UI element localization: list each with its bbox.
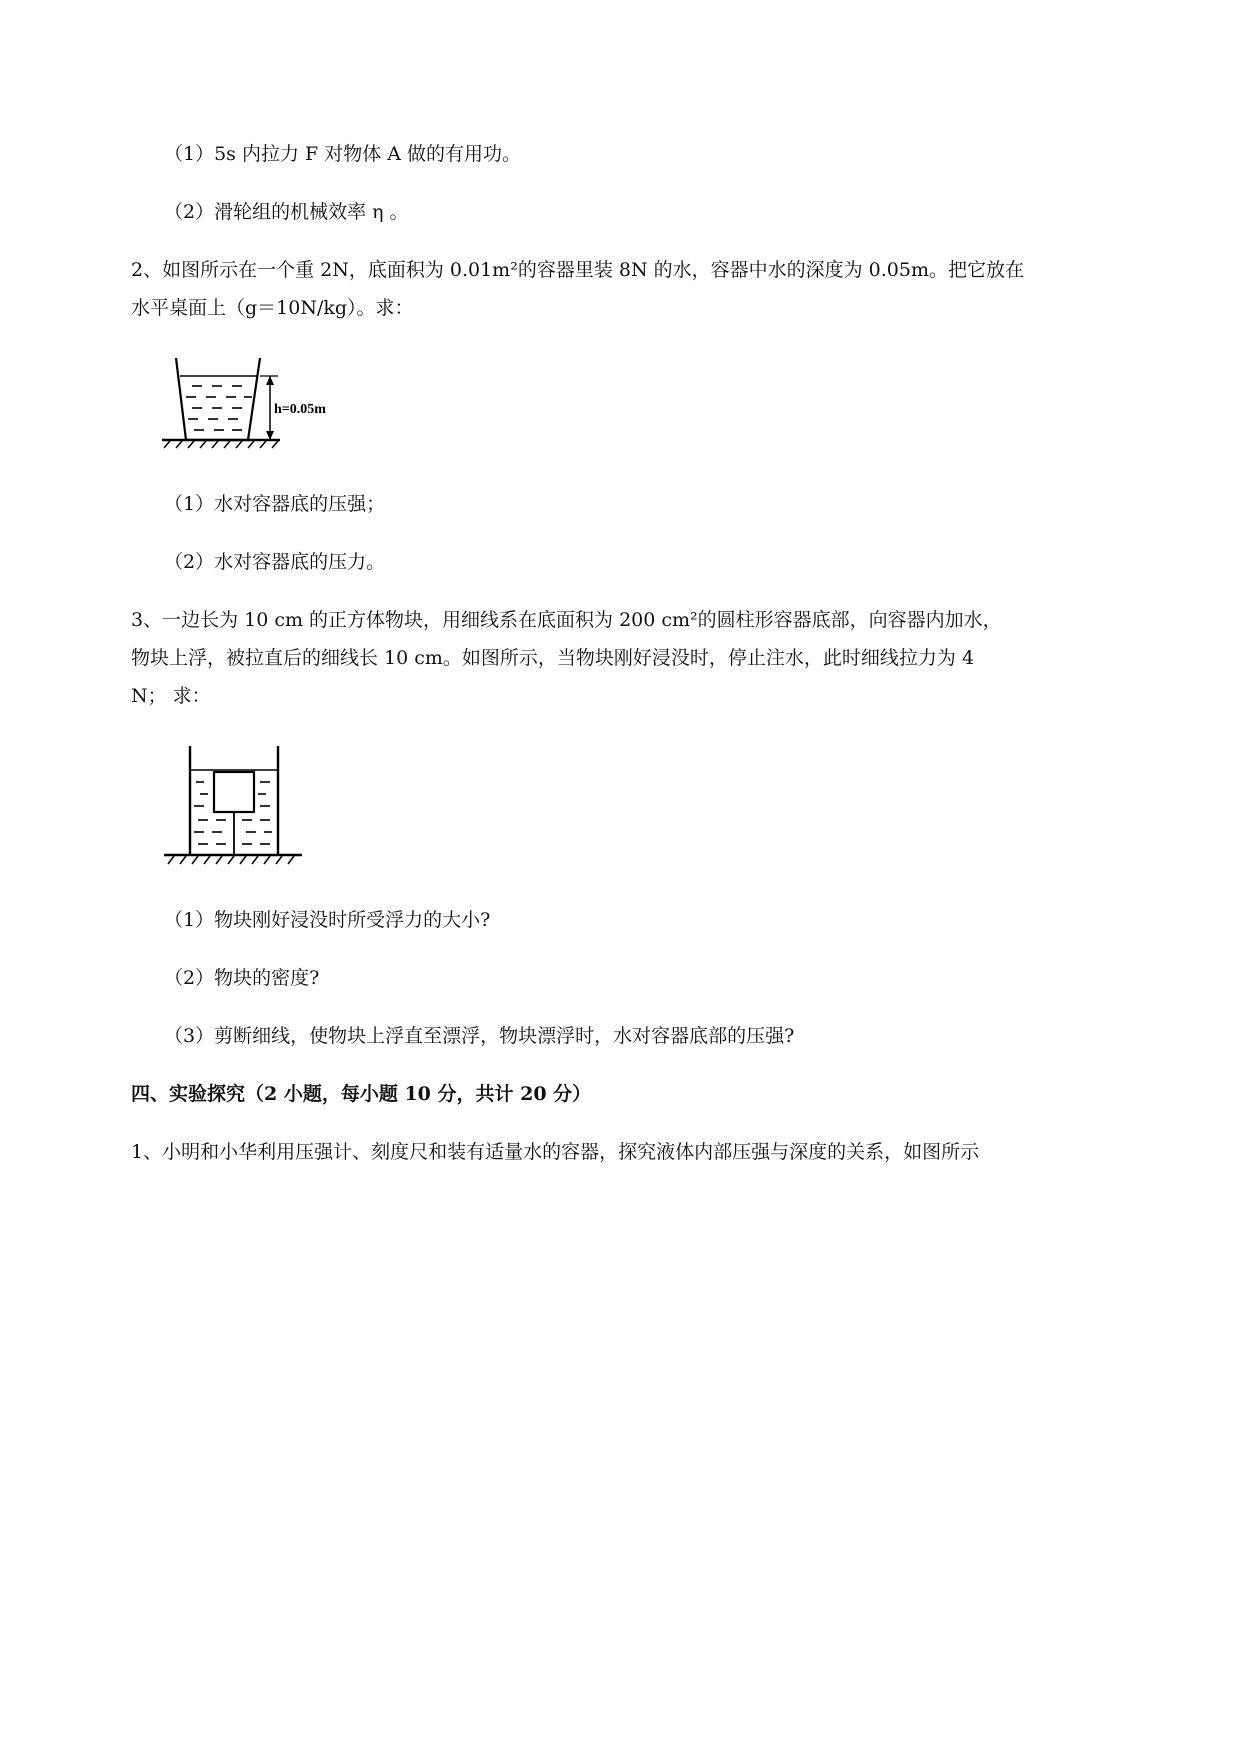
q3-sub2: （2）物块的密度? bbox=[164, 967, 320, 989]
block-string-figure bbox=[160, 742, 310, 868]
q1-sub2: （2）滑轮组的机械效率 η 。 bbox=[164, 201, 409, 223]
depth-label: h=0.05m bbox=[274, 402, 326, 417]
q2-sub1: （1）水对容器底的压强； bbox=[164, 493, 386, 515]
q1-sub1: （1）5s 内拉力 F 对物体 A 做的有用功。 bbox=[164, 143, 522, 165]
q3-stem-line-3: N； 求： bbox=[131, 685, 211, 707]
q2-stem-line-1: 2、如图所示在一个重 2N，底面积为 0.01m²的容器里装 8N 的水，容器中水的深度为 0.05m。把它放在 bbox=[131, 259, 1024, 281]
q3-sub1: （1）物块刚好浸没时所受浮力的大小? bbox=[164, 909, 491, 931]
s4-q1-stem: 1、小明和小华利用压强计、刻度尺和装有适量水的容器，探究液体内部压强与深度的关系，如图所示 bbox=[131, 1141, 980, 1163]
q3-stem-line-1: 3、一边长为 10 cm 的正方体物块，用细线系在底面积为 200 cm²的圆柱形容器底部，向容器内加水， bbox=[131, 609, 1002, 631]
q3-sub3: （3）剪断细线，使物块上浮直至漂浮，物块漂浮时，水对容器底部的压强? bbox=[164, 1025, 795, 1047]
container-water-figure bbox=[158, 352, 358, 450]
q2-stem-line-2: 水平桌面上（g＝10N/kg）。求： bbox=[131, 297, 414, 319]
q3-stem-line-2: 物块上浮，被拉直后的细线长 10 cm。如图所示，当物块刚好浸没时，停止注水，此时细线拉力为 4 bbox=[131, 647, 975, 669]
section-4-heading: 四、实验探究（2 小题，每小题 10 分，共计 20 分） bbox=[131, 1083, 592, 1105]
q2-sub2: （2）水对容器底的压力。 bbox=[164, 551, 386, 573]
